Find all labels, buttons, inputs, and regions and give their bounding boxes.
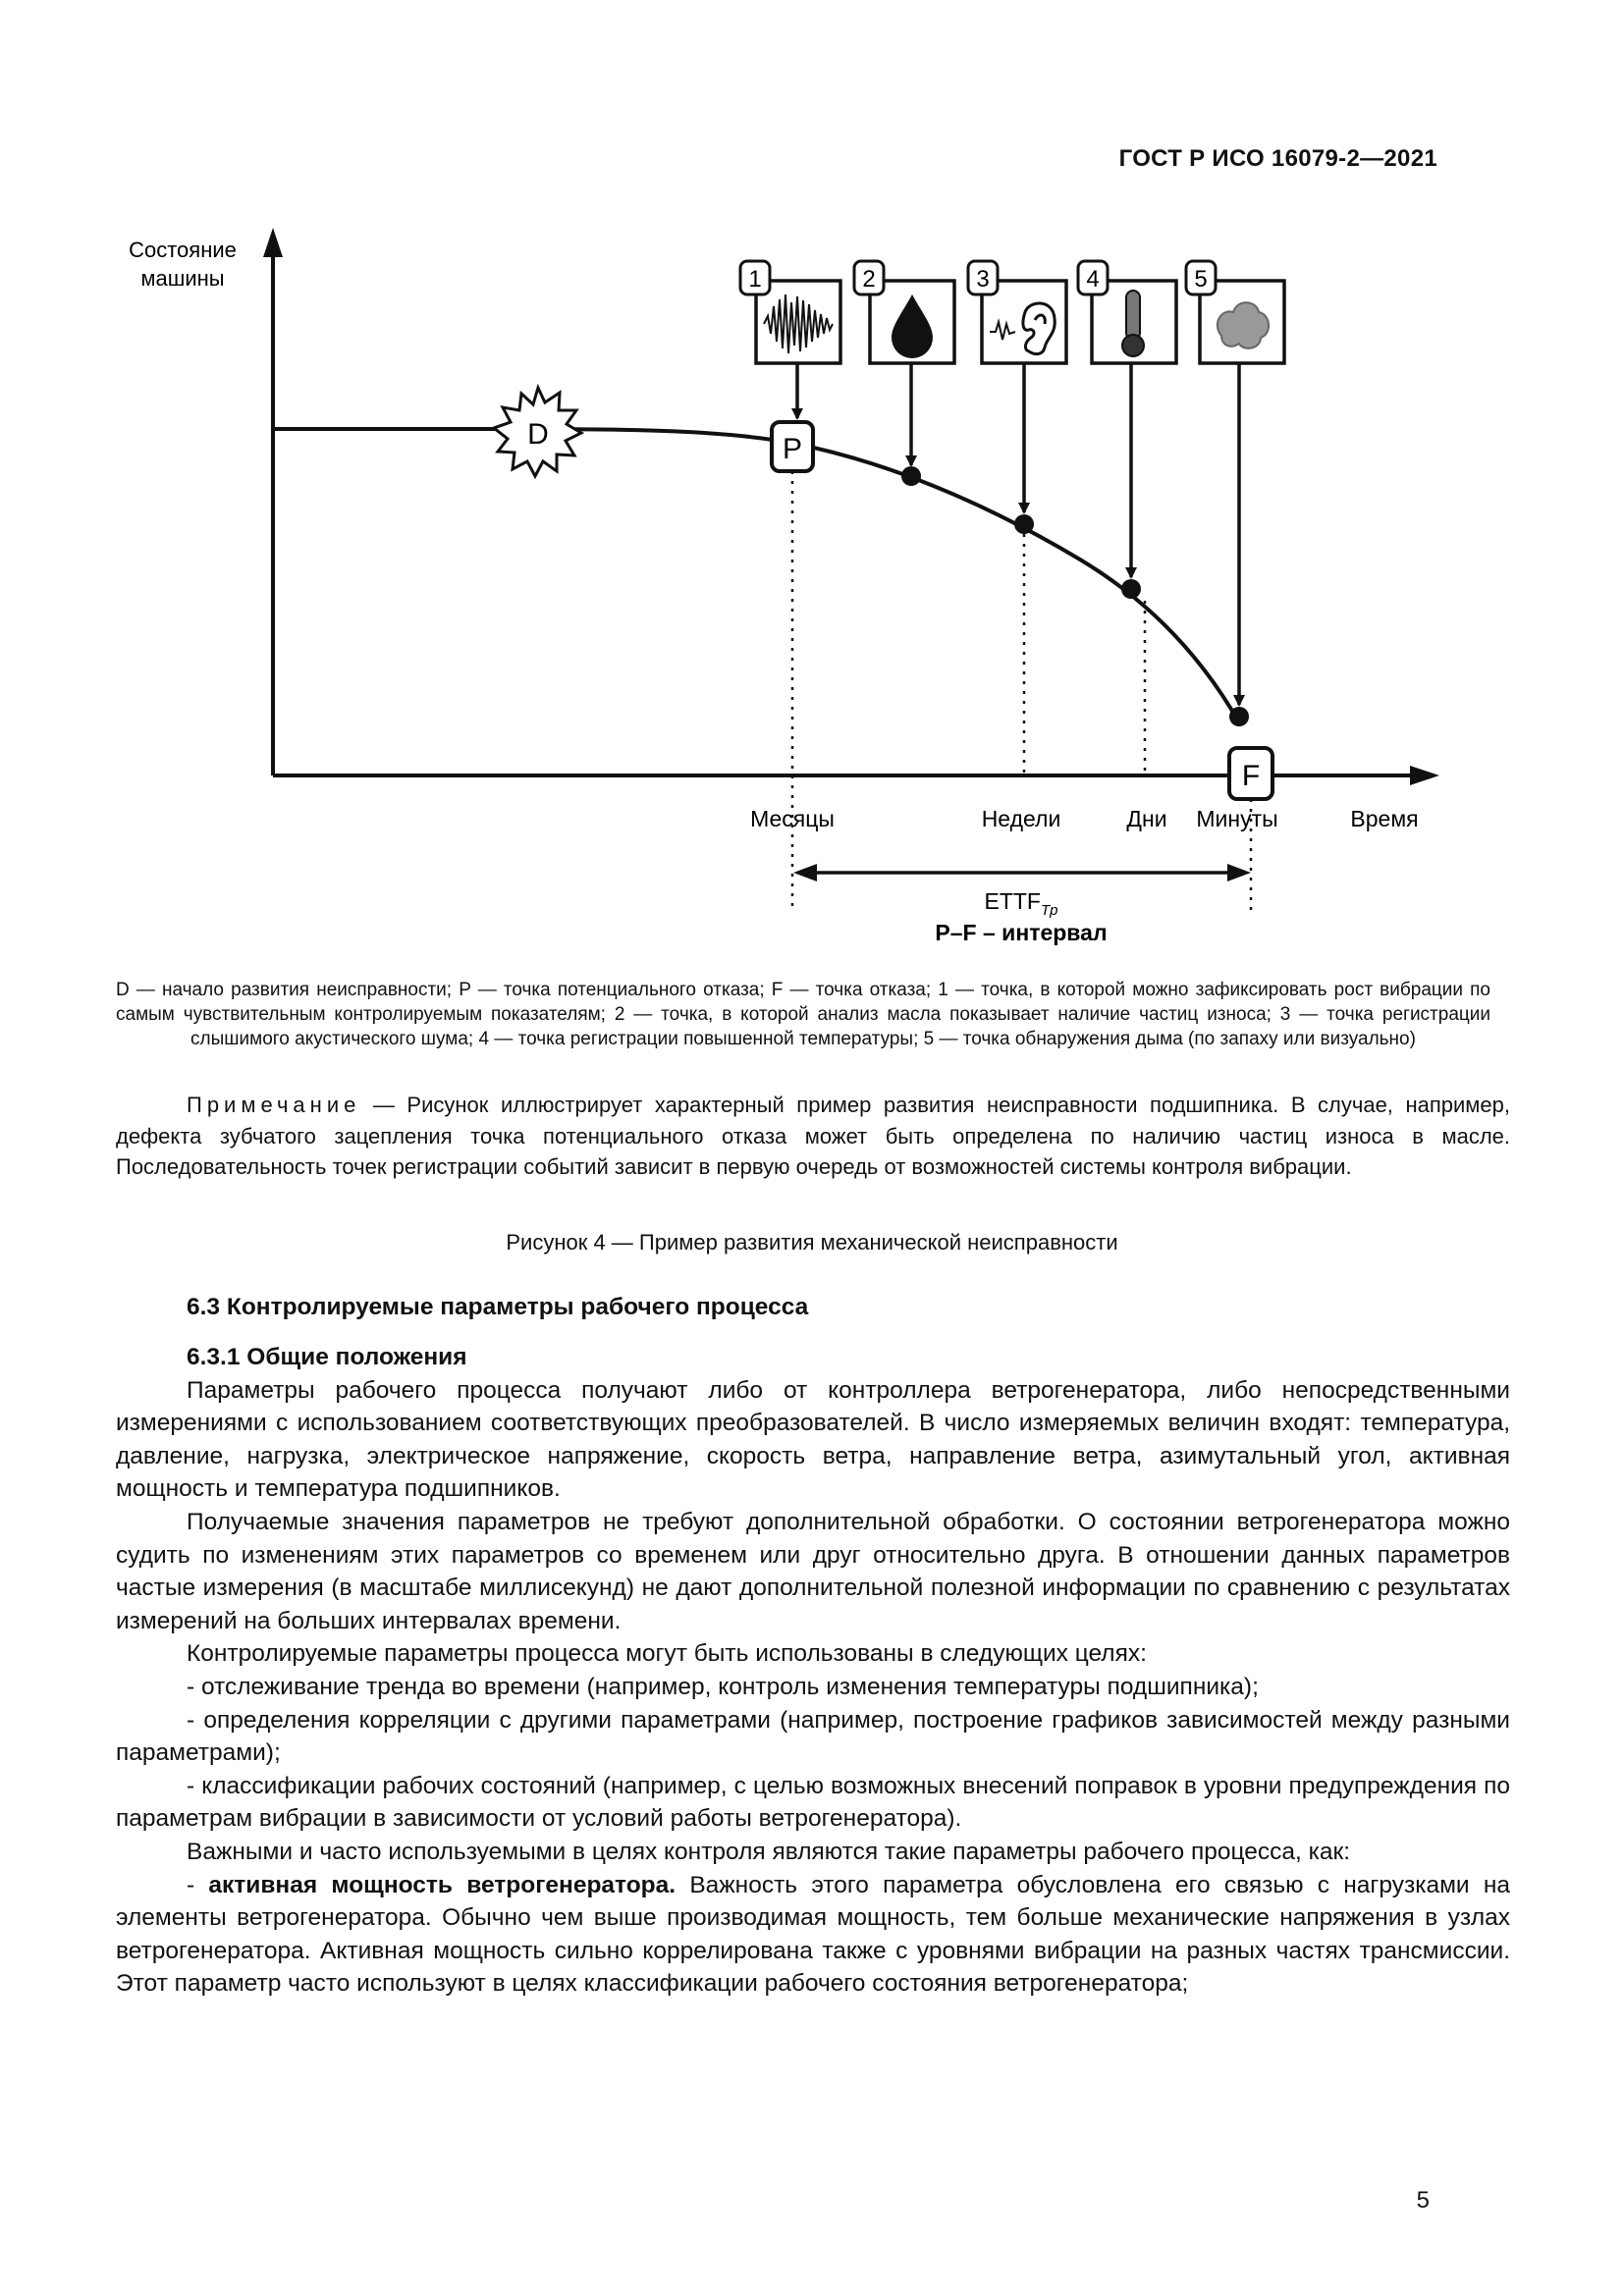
- bullet-3: - классификации рабочих состояний (например, с целью возможных внесений поправок в уровни предупреждения по параметрам вибрации в зависимости от условий работы ветрогенератора).: [116, 1772, 1510, 1833]
- thermometer-icon: [1126, 291, 1140, 340]
- section-body: [116, 1339, 1510, 2001]
- paragraph-2: Получаемые значения параметров не требуют дополнительной обработки. О состоянии ветрогенератора можно судить по изменениям этих параметров со временем или друг относительно друга. В отношении данных параметров частые измерения (в масштабе миллисекунд) не дают дополнительной полезной информации по сравнению с результатах измерений на больших интервалах времени.: [116, 1508, 1510, 1634]
- bullet-4-prefix: -: [187, 1871, 209, 1898]
- document-header: ГОСТ Р ИСО 16079-2—2021: [1118, 145, 1437, 172]
- marker-f-label: F: [1241, 760, 1261, 792]
- x-label-weeks: Недели: [981, 806, 1061, 831]
- detection-point-5: [1229, 707, 1249, 726]
- figure-caption: Рисунок 4 — Пример развития механической неисправности: [506, 1230, 1118, 1255]
- svg-text:2: 2: [862, 266, 876, 293]
- svg-text:5: 5: [1194, 266, 1208, 293]
- number-tag-3: [968, 261, 998, 294]
- section-block: [116, 1291, 1510, 1324]
- marker-p-label: P: [782, 433, 803, 465]
- pf-interval-left-arrowhead: [793, 864, 817, 881]
- bullet-2: - определения корреляции с другими параметрами (например, построение графиков зависимостей между разными параметрами);: [116, 1706, 1510, 1767]
- detection-point-3: [1014, 514, 1034, 534]
- x-label-days: Дни: [1126, 806, 1167, 831]
- svg-text:4: 4: [1086, 266, 1100, 293]
- y-axis-label-line2: машины: [140, 266, 225, 291]
- y-axis-label-line1: Состояние: [129, 238, 237, 262]
- failure-development-figure: [0, 0, 1624, 962]
- paragraph-1: Параметры рабочего процесса получают либо от контроллера ветрогенератора, либо непосредственными измерениями с использованием соответствующих преобразователей. В число измеряемых величин входят: температура, давление, нагрузка, электрическое напряжение, скорость ветра, направление ветра, азимутальный угол, активная мощность и температура подшипников.: [116, 1376, 1510, 1503]
- x-axis-arrowhead: [1410, 766, 1439, 785]
- page-number: 5: [1416, 2187, 1430, 2214]
- bullet-1: - отслеживание тренда во времени (например, контроль изменения температуры подшипника);: [187, 1673, 1259, 1700]
- paragraph-3: Контролируемые параметры процесса могут быть использованы в следующих целях:: [187, 1640, 1147, 1668]
- detection-point-2: [901, 466, 921, 486]
- subsection-heading: 6.3.1 Общие положения: [187, 1344, 467, 1370]
- interval-label-pf: P–F – интервал: [935, 920, 1108, 945]
- figure-legend: D — начало развития неисправности; P — точка потенциального отказа; F — точка отказа; 1 — точка, в которой можно зафиксировать рост вибрации по самым чувствительным контролируемым показателям; 2 — точка, в которой анализ масла показывает наличие частиц износа; 3 — точка регистрации слышимого акустического шума; 4 — точка регистрации повышенной температуры; 5 — точка обнаружения дыма (по запаху или визуально): [116, 980, 1490, 1049]
- x-label-time: Время: [1350, 806, 1419, 831]
- bullet-4: [116, 1869, 1510, 2001]
- y-axis-arrowhead: [263, 228, 283, 257]
- figure-note: [116, 1090, 1510, 1183]
- condition-curve: [273, 429, 1239, 722]
- bullet-4-text: Важность этого параметра обусловлена его связью с нагрузками на элементы ветрогенератора. Обычно чем выше производимая мощность, тем больше механические напряжения в узлах ветрогенератора. Активная мощность сильно коррелирована также с уровнями вибрации на разных частях трансмиссии. Этот параметр часто используют в целях классификации рабочего состояния ветрогенератора;: [116, 1871, 1511, 1998]
- detection-point-4: [1121, 579, 1141, 599]
- note-lead: Примечание: [187, 1093, 361, 1117]
- section-heading: 6.3 Контролируемые параметры рабочего процесса: [187, 1294, 809, 1320]
- x-label-minutes: Минуты: [1196, 806, 1278, 831]
- marker-d-label: D: [527, 418, 549, 451]
- paragraph-4: Важными и часто используемыми в целях контроля являются такие параметры рабочего процесса, как:: [187, 1838, 1351, 1865]
- svg-text:1: 1: [748, 266, 762, 293]
- interval-label-ettf: $ETTF_{Tp}$: [984, 888, 1058, 919]
- note-text: — Рисунок иллюстрирует характерный пример развития неисправности подшипника. В случае, например, дефекта зубчатого зацепления точка потенциального отказа может быть определена по наличию частиц износа в масле. Последовательность точек регистрации событий зависит в первую очередь от возможностей системы контроля вибрации.: [116, 1093, 1510, 1179]
- bullet-4-term: активная мощность ветрогенератора.: [208, 1871, 677, 1898]
- svg-text:3: 3: [976, 266, 990, 293]
- x-label-months: Месяцы: [750, 806, 835, 831]
- number-tag-2: [854, 261, 884, 294]
- number-tag-1: [740, 261, 770, 294]
- number-tag-5: [1186, 261, 1216, 294]
- pf-interval-right-arrowhead: [1227, 864, 1251, 881]
- number-tag-4: [1078, 261, 1108, 294]
